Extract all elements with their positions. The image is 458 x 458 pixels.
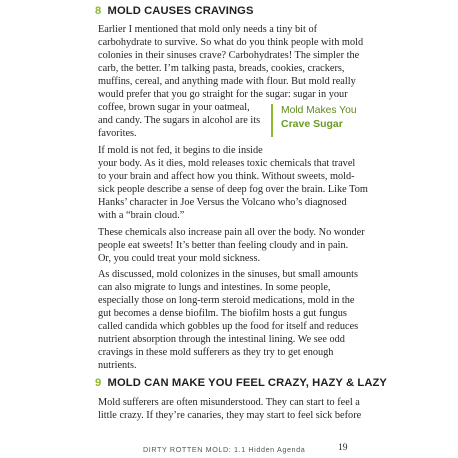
paragraph-line: can also migrate to lungs and intestines. In some people, [98,282,331,293]
section-heading-8 [95,5,254,17]
paragraph-line: Earlier I mentioned that mold only needs a tiny bit of [98,24,318,35]
paragraph-line: carb, the better. I’m talking pasta, breads, cookies, crackers, [98,63,345,74]
paragraph-line: gut becomes a dense biofilm. The biofilm hosts a gut fungus [98,308,347,319]
paragraph-line: carbohydrate to survive. So what do you think people with mold [98,37,364,48]
paragraph-line: nutrient absorption through the intestinal lining. We see odd [98,334,345,345]
paragraph-line: As discussed, mold colonizes in the sinuses, but small amounts [98,269,358,280]
paragraph-line: coffee, brown sugar in your oatmeal, [98,102,250,113]
paragraph-line: cravings in these mold sufferers as they try to get enough [98,347,334,358]
paragraph-line: to your brain and affect how you think. Without sweets, mold- [98,171,355,182]
paragraph-line: colonies in their sinuses crave? Carbohydrates! The simpler the [98,50,360,61]
section-heading-9 [95,377,387,389]
pull-quote-line-1: Mold Makes You [281,105,357,116]
paragraph-line: your body. As it dies, mold releases toxic chemicals that travel [98,158,356,169]
paragraph-line: Hanks’ character in Joe Versus the Volcano who’s diagnosed [98,197,347,208]
paragraph-line: sick people describe a sense of deep fog over the brain. Like Tom [98,184,368,195]
page-number: 19 [338,443,348,453]
paragraph-line: Or, you could treat your mold sickness. [98,253,261,264]
section-title: MOLD CAUSES CRAVINGS [107,5,254,17]
paragraph-line: and candy. The sugars in alcohol are its [98,115,261,126]
paragraph-line: favorites. [98,128,137,139]
running-footer: DIRTY ROTTEN MOLD: 1.1 Hidden Agenda [143,445,306,454]
paragraph-line: especially those on long-term steroid medications, mold in the [98,295,355,306]
section-number: 8 [95,5,102,17]
paragraph-line: little crazy. If they’re canaries, they may start to feel sick before [98,410,362,421]
paragraph-line: people eat sweets! It’s better than feeling cloudy and in pain. [98,240,349,251]
pull-quote [271,104,366,137]
paragraph-line: would prefer that you go straight for the sugar: sugar in your [98,89,348,100]
paragraph-line: If mold is not fed, it begins to die inside [98,145,263,156]
paragraph-line: Mold sufferers are often misunderstood. They can start to feel a [98,397,360,408]
paragraph-line: muffins, cereal, and anything made with flour. But mold really [98,76,356,87]
section-number: 9 [95,377,102,389]
paragraph-line: nutrients. [98,360,137,371]
paragraph-line: called candida which gobbles up the food for itself and reduces [98,321,359,332]
paragraph-line: These chemicals also increase pain all over the body. No wonder [98,227,365,238]
pull-quote-line-2: Crave Sugar [281,118,343,130]
paragraph-line: with a “brain cloud.” [98,210,185,221]
section-title: MOLD CAN MAKE YOU FEEL CRAZY, HAZY & LAZY [107,377,387,389]
